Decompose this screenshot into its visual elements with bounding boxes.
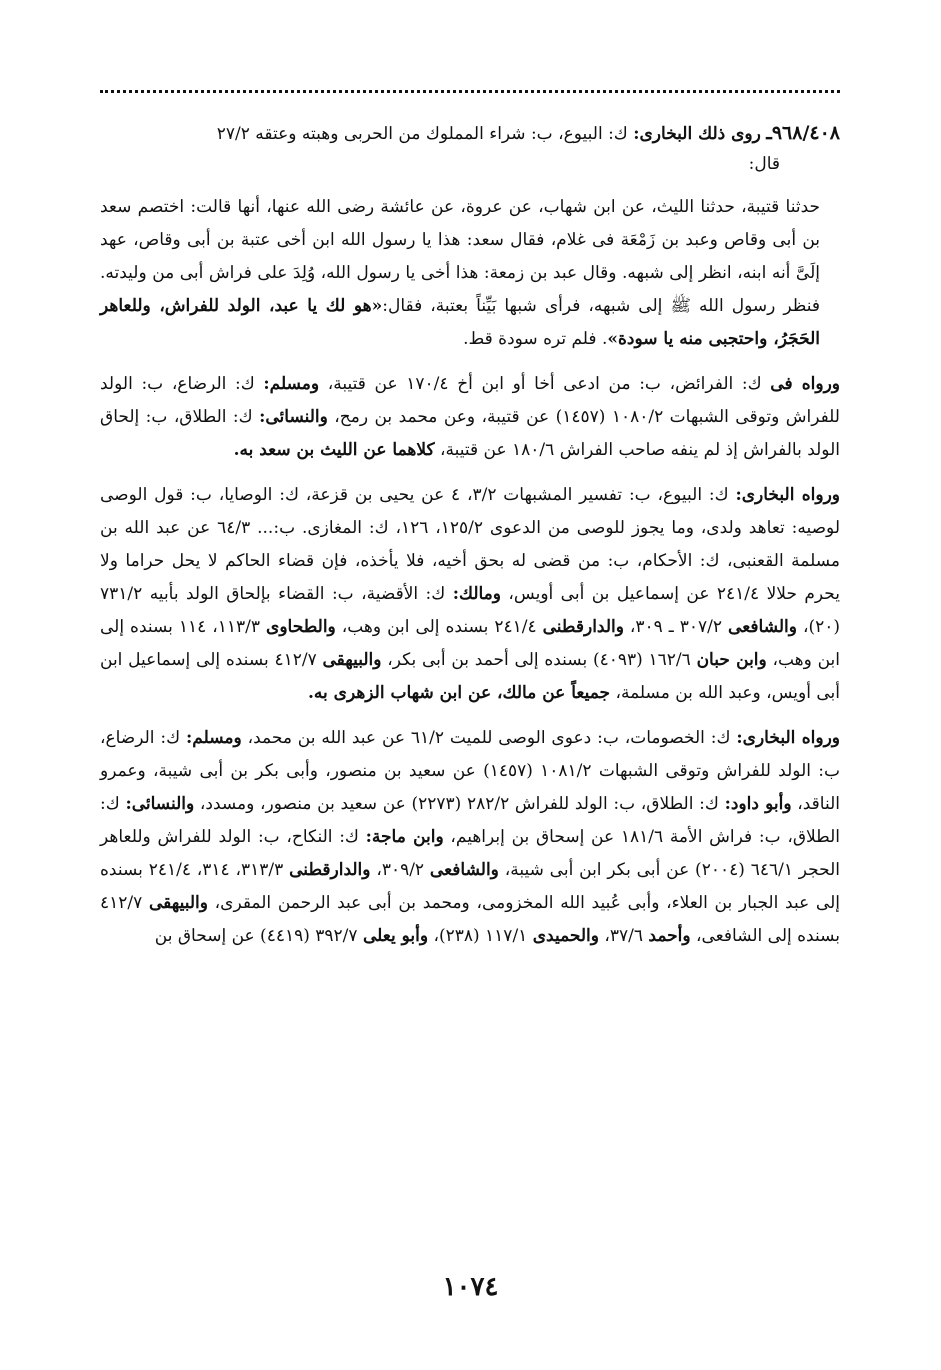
citation-text: ٢٤١/٤ بسنده إلى ابن وهب،	[335, 617, 543, 637]
citation-text: ٣٩٢/٧ (٤٤١٩) عن إسحاق بن	[154, 926, 363, 946]
hadith-body: حدثنا قتيبة، حدثنا الليث، عن ابن شهاب، عن عروة، عن عائشة رضى الله عنها، أنها قالت: اختصم سعد بن أبى وقاص وعبد بن زَمْعَة فى غلام، فقال سعد: هذا يا رسول الله ابن أخى عتبة بن أبى وقاص، عهد إلَىَّ أنه ابنه، انظر إلى شبهه. وقال عبد بن زمعة: هذا أخى يا رسول الله، وُلِدَ على فراش أبى من وليدته. فنظر رسول الله ﷺ إلى شبهه، فرأى شبها بَيِّناً بعتبة، فقال:	[100, 197, 820, 316]
narrator-bold: والدارقطنى	[289, 860, 371, 880]
narrator-bold: وابن حبان	[696, 650, 767, 670]
narrator-bold: والطحاوى	[266, 617, 336, 637]
narrator-bold: والبيهقى	[148, 893, 208, 913]
citation-text: ١٦٢/٦ (٤٠٩٣) بسنده إلى أحمد بن أبى بكر،	[381, 650, 697, 670]
hadith-quote: «هو لك يا عبد، الولد للفراش، وللعاهر الحَجَرُ، واحتجبى منه يا سودة»	[100, 296, 820, 349]
narrator-bold: والشافعى	[429, 860, 499, 880]
narrator-bold: ومسلم:	[186, 728, 242, 748]
hadith-text	[100, 191, 840, 356]
citation-text: ك: الخصومات، ب: دعوى الوصى للميت ٦١/٢ عن عبد الله بن محمد،	[241, 728, 737, 748]
narrator-bold: ورواه البخارى:	[736, 728, 841, 748]
citation-text: ك: الرضاع، ب: الولد للفراش وتوقى الشبهات ١٠٨١/٢ (١٤٥٧) عن سعيد بن منصور، وأبى بكر بن أبى شيبة، وعمرو الناقد،	[100, 728, 840, 814]
entry-qal: قال:	[748, 154, 780, 174]
narrator-bold: والنسائى:	[259, 407, 328, 427]
citation-text: ك: الرضاع، ب: الولد للفراش وتوقى الشبهات ١٠٨٠/٢ (١٤٥٧) عن قتيبة، وعن محمد بن رمح،	[100, 374, 840, 427]
narrator-bold: وابن ماجة:	[365, 827, 444, 847]
entry-intro: روى ذلك البخارى:	[633, 124, 761, 144]
narrator-bold: والبيهقى	[322, 650, 382, 670]
top-dotted-rule	[100, 78, 840, 93]
takhrij-paragraph-3	[100, 722, 840, 953]
takhrij-paragraph-2	[100, 479, 840, 710]
citation-text: ك: الطلاق، ب: فراش الأمة ١٨١/٦ عن إسحاق بن إبراهيم،	[100, 794, 840, 847]
narrator-bold: ومالك:	[452, 584, 501, 604]
narrator-bold: ومسلم:	[263, 374, 320, 394]
citation-text: ك: الفرائض، ب: من ادعى أخا أو ابن أخ ١٧٠/٤ عن قتيبة،	[319, 374, 771, 394]
citation-text: ٣٠٧/٢ ـ ٣٠٩،	[623, 617, 729, 637]
citation-text: ك: البيوع، ب: تفسير المشبهات ٣/٢، ٤ عن يحيى بن قزعة، ك: الوصايا، ب: قول الوصى لوصيه: تعاهد ولدى، وما يجوز للوصى من الدعوى ١٢٥/٢، ١٢٦، ك: المغازى. ب:... ٦٤/٣ عن عبد الله بن مسلمة القعنبى، ك: الأحكام، ب: من قضى له بحق أخيه، فلا يأخذه، فإن قضاء الحاكم لا يحل حراما ولا يحرم حلالا ٢٤١/٤ عن إسماعيل بن أبى أويس،	[100, 485, 841, 604]
narrator-bold: وأبو يعلى	[362, 926, 429, 946]
narrator-bold: جميعاً عن مالك، عن ابن شهاب الزهرى به.	[307, 683, 611, 703]
citation-text: ٣١٣/٣، ٣١٤، ٢٤١/٤ بسنده إلى عبد الجبار بن العلاء، وأبى عُبيد الله المخزومى، ومحمد بن أبى عبد الرحمن المقرى،	[100, 860, 840, 913]
citation-text: ك: الأقضية، ب: القضاء بإلحاق الولد بأبيه ٧٣١/٢ (٢٠)،	[100, 584, 841, 637]
narrator-bold: وأحمد	[648, 926, 691, 946]
narrator-bold: كلاهما عن الليث بن سعد به.	[233, 440, 435, 460]
narrator-bold: وأبو داود:	[724, 794, 792, 814]
citation-text: ٣٠٩/٢،	[370, 860, 430, 880]
narrator-bold: والحميدى	[532, 926, 599, 946]
narrator-bold: والدارقطنى	[542, 617, 624, 637]
narrator-bold: والشافعى	[728, 617, 797, 637]
page-body	[100, 118, 840, 953]
narrator-bold: ورواه فى	[770, 374, 841, 394]
narrator-bold: والنسائى:	[125, 794, 195, 814]
takhrij-paragraph-1	[100, 368, 840, 467]
entry-header	[100, 118, 840, 179]
citation-text: ٤١٢/٧ بسنده إلى الشافعى،	[100, 893, 840, 946]
page-number: ١٠٧٤	[442, 1272, 499, 1302]
citation-text: ١١٣/٣، ١١٤ بسنده إلى ابن وهب،	[100, 617, 841, 670]
citation-text: ٤١٢/٧ بسنده إلى إسماعيل ابن أبى أويس، وعبد الله بن مسلمة،	[100, 650, 840, 703]
narrator-bold: ورواه البخارى:	[735, 485, 840, 505]
citation-text: ك: النكاح، ب: الولد للفراش وللعاهر الحجر ٦٤٦/١ (٢٠٠٤) عن أبى بكر ابن أبى شيبة،	[100, 827, 841, 880]
citation-text: ك: الطلاق، ب: الولد للفراش ٢٨٢/٢ (٢٢٧٣) عن سعيد بن منصور، ومسدد،	[194, 794, 725, 814]
entry-source: ك: البيوع، ب: شراء المملوك من الحربى وهبته وعتقه ٢٧/٢	[216, 124, 628, 144]
citation-text: ٣٧/٦،	[599, 926, 649, 946]
citation-text: ك: الطلاق، ب: إلحاق الولد بالفراش إذ لم ينفه صاحب الفراش ١٨٠/٦ عن قتيبة،	[100, 407, 840, 460]
citation-text: ١١٧/١ (٢٣٨)،	[428, 926, 533, 946]
entry-number: ٩٦٨/٤٠٨ـ	[766, 122, 840, 144]
hadith-ending: . فلم تره سودة قط.	[463, 329, 608, 349]
